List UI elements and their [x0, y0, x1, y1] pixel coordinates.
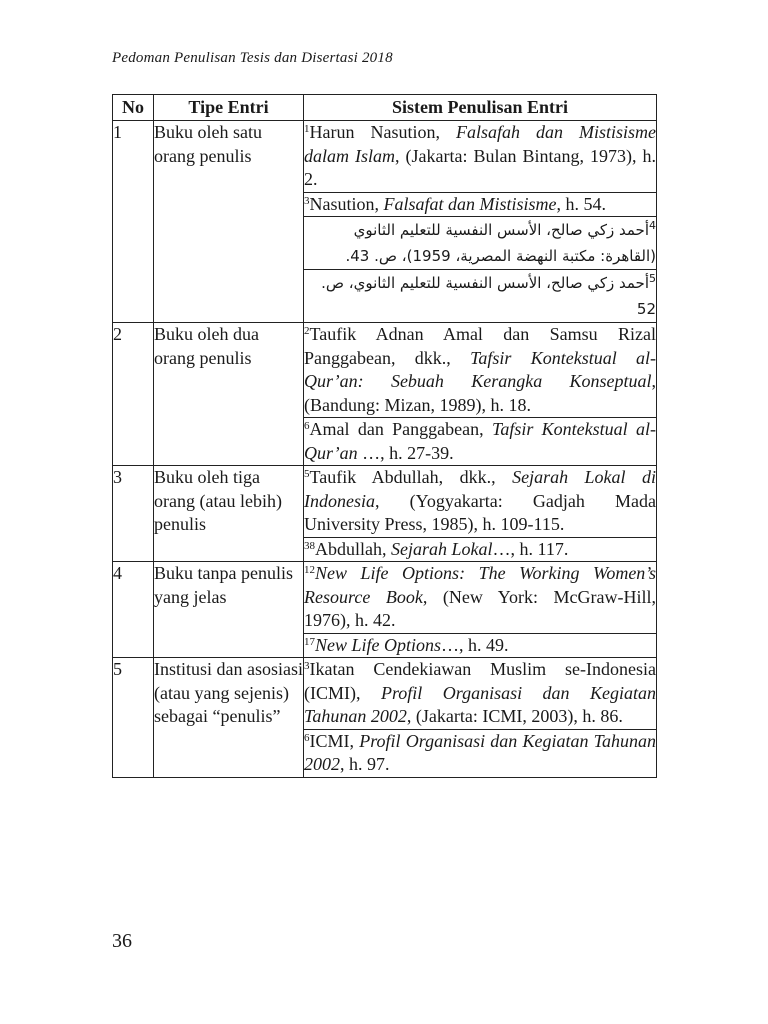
row-number: 4 [113, 562, 154, 658]
citation-title: Sejarah Lokal [391, 538, 493, 559]
table-body [113, 121, 657, 778]
table-header-row [113, 95, 657, 121]
entry-type: Buku oleh satu orang penulis [154, 121, 304, 323]
citation-text: أحمد زكي صالح، الأسس النفسية للتعليم الثانوي (القاهرة: مكتبة النهضة المصرية، 1959)، ص. 43. [345, 221, 656, 265]
footnote-number: 6 [304, 420, 310, 432]
citation-text: Abdullah, [315, 538, 391, 559]
citation-text: ICMI, [309, 730, 360, 751]
citation-entry [304, 192, 657, 217]
citation-text: , (New York: McGraw-Hill, 1976), h. 42. [304, 586, 656, 630]
citation-entry [304, 562, 657, 634]
footnote-number: 3 [304, 660, 310, 672]
citation-text: , (Jakarta: Bulan Bintang, 1973), h. 2. [304, 145, 657, 189]
citation-entry [304, 633, 657, 658]
citation-title: Profil Organisasi dan Kegiatan Tahunan 2002 [304, 730, 657, 774]
citation-title: Profil Organisasi dan Kegiatan Tahunan 2002 [304, 682, 656, 726]
citation-entry [304, 537, 657, 562]
citation-entry [304, 121, 657, 193]
citation-text: …, h. 49. [441, 634, 509, 655]
table-row [113, 562, 657, 634]
footnote-number: 17 [304, 635, 315, 648]
citation-table [112, 94, 657, 778]
table-row [113, 121, 657, 193]
citation-title: Sejarah Lokal di Indonesia [304, 467, 656, 511]
table-row [113, 323, 657, 418]
citation-text: , h. 97. [340, 754, 390, 774]
footnote-number: 5 [649, 272, 656, 285]
citation-title: New Life Options: The Working Women’s Resource Book [304, 563, 656, 607]
citation-title: Tafsir Kontekstual al-Qur’an [304, 419, 657, 463]
entry-type: Buku tanpa penulis yang jelas [154, 562, 304, 658]
header-sistem-penulisan: Sistem Penulisan Entri [304, 95, 657, 121]
row-number: 1 [113, 121, 154, 323]
citation-text: Taufik Adnan Amal dan Samsu Rizal Panggabean, dkk., [304, 324, 656, 368]
footnote-number: 6 [304, 731, 310, 744]
header-tipe-entri: Tipe Entri [154, 95, 304, 121]
citation-text: , (Bandung: Mizan, 1989), h. 18. [304, 371, 656, 415]
citation-text: Taufik Abdullah, dkk., [309, 467, 513, 487]
citation-entry [304, 270, 657, 323]
citation-text: , (Yogyakarta: Gadjah Mada University Press, 1985), h. 109-115. [304, 490, 656, 534]
footnote-number: 2 [304, 325, 310, 337]
footnote-number: 1 [304, 123, 310, 135]
citation-entry [304, 323, 657, 418]
footnote-number: 5 [304, 468, 310, 480]
citation-entry [304, 466, 657, 538]
footnote-number: 4 [649, 219, 656, 232]
citation-text: Ikatan Cendekiawan Muslim se-Indonesia (ICMI), [304, 659, 656, 703]
citation-text: Nasution, [309, 193, 384, 214]
footnote-number: 3 [304, 194, 310, 207]
citation-text: Harun Nasution, [309, 122, 456, 142]
entry-type: Buku oleh tiga orang (atau lebih) penulis [154, 466, 304, 562]
footnote-number: 12 [304, 564, 315, 576]
page-number: 36 [112, 930, 132, 952]
citation-title: Falsafat dan Mistisisme [383, 193, 557, 214]
running-header: Pedoman Penulisan Tesis dan Disertasi 2018 [112, 50, 393, 66]
citation-text: Amal dan Panggabean, [309, 419, 492, 439]
entry-type: Institusi dan asosiasi (atau yang sejenis) sebagai “penulis” [154, 658, 304, 778]
row-number: 2 [113, 323, 154, 466]
table-row [113, 658, 657, 730]
row-number: 3 [113, 466, 154, 562]
citation-text: …, h. 117. [492, 538, 569, 559]
citation-title: Falsafah dan Mistisisme dalam Islam [304, 122, 656, 166]
citation-entry [304, 418, 657, 466]
footnote-number: 38 [304, 539, 315, 552]
citation-text: , (Jakarta: ICMI, 2003), h. 86. [406, 706, 623, 726]
row-number: 5 [113, 658, 154, 778]
header-no: No [113, 95, 154, 121]
citation-title: Tafsir Kontekstual al-Qur’an: Sebuah Kerangka Konseptual [304, 347, 657, 391]
citation-title: New Life Options [315, 634, 442, 655]
citation-text: …, h. 27-39. [357, 442, 454, 463]
entry-type: Buku oleh dua orang penulis [154, 323, 304, 466]
citation-text: , h. 54. [556, 193, 607, 214]
citation-entry [304, 658, 657, 730]
citation-entry [304, 729, 657, 777]
table-row [113, 466, 657, 538]
citation-entry [304, 217, 657, 270]
citation-text: أحمد زكي صالح، الأسس النفسية للتعليم الثانوي، ص. 52 [321, 274, 656, 318]
